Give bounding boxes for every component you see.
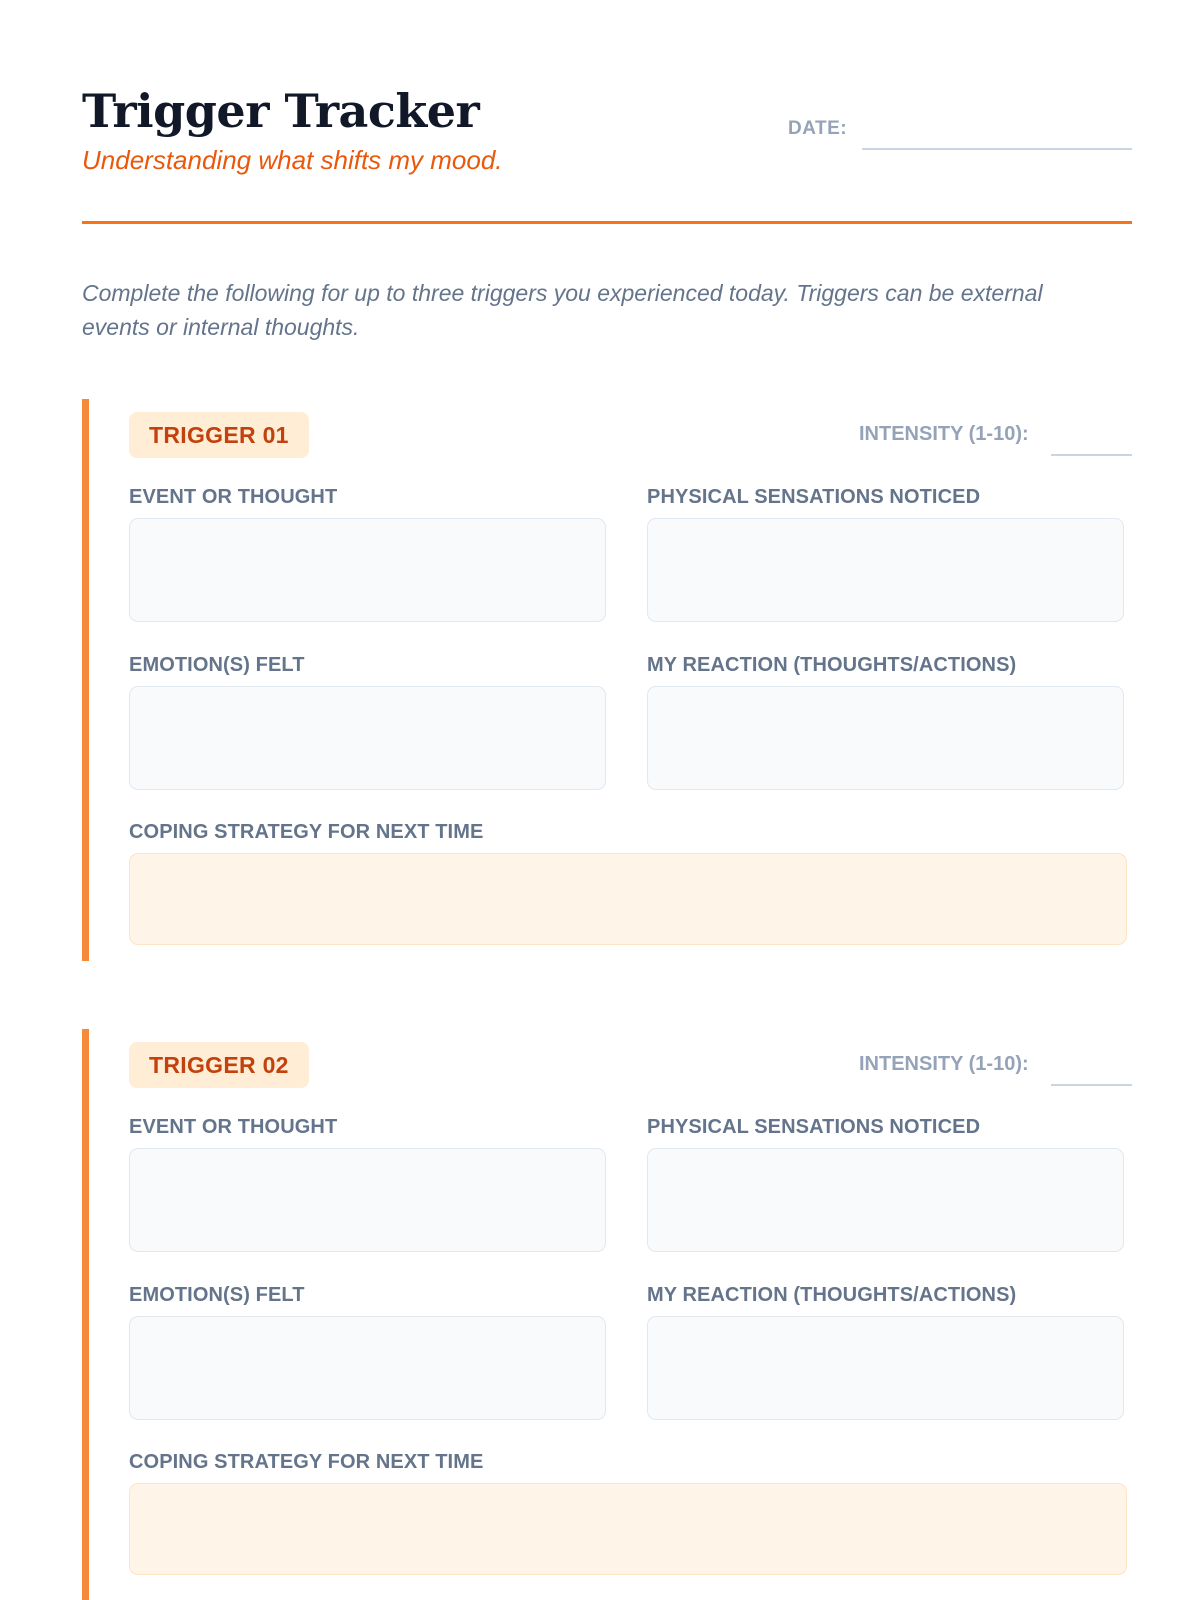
page-title: Trigger Tracker	[82, 84, 480, 138]
intensity-input-line[interactable]	[1051, 454, 1132, 456]
reaction-label: MY REACTION (THOUGHTS/ACTIONS)	[647, 1284, 1017, 1306]
coping-strategy-label: COPING STRATEGY FOR NEXT TIME	[129, 821, 484, 843]
event-input-box[interactable]	[129, 518, 606, 622]
emotions-label: EMOTION(S) FELT	[129, 1284, 305, 1306]
event-label: EVENT OR THOUGHT	[129, 1116, 338, 1138]
reaction-input-box[interactable]	[647, 1316, 1124, 1420]
date-label: DATE:	[788, 118, 848, 139]
intensity-input-line[interactable]	[1051, 1084, 1132, 1086]
trigger-badge: TRIGGER 02	[129, 1042, 309, 1088]
trigger-badge: TRIGGER 01	[129, 412, 309, 458]
header-divider	[82, 221, 1132, 224]
physical-sensations-label: PHYSICAL SENSATIONS NOTICED	[647, 486, 981, 508]
intensity-label: INTENSITY (1-10):	[859, 1053, 1029, 1075]
page-subtitle: Understanding what shifts my mood.	[82, 145, 503, 175]
physical-sensations-input-box[interactable]	[647, 518, 1124, 622]
event-label: EVENT OR THOUGHT	[129, 486, 338, 508]
trigger-section-2	[82, 1029, 1139, 1600]
page-header	[82, 80, 1132, 180]
trigger-section-1	[82, 399, 1139, 961]
coping-strategy-input-box[interactable]	[129, 853, 1127, 945]
coping-strategy-label: COPING STRATEGY FOR NEXT TIME	[129, 1451, 484, 1473]
coping-strategy-input-box[interactable]	[129, 1483, 1127, 1575]
intensity-label: INTENSITY (1-10):	[859, 423, 1029, 445]
date-input-line[interactable]	[862, 148, 1132, 150]
reaction-input-box[interactable]	[647, 686, 1124, 790]
event-input-box[interactable]	[129, 1148, 606, 1252]
physical-sensations-input-box[interactable]	[647, 1148, 1124, 1252]
emotions-input-box[interactable]	[129, 1316, 606, 1420]
emotions-input-box[interactable]	[129, 686, 606, 790]
physical-sensations-label: PHYSICAL SENSATIONS NOTICED	[647, 1116, 981, 1138]
reaction-label: MY REACTION (THOUGHTS/ACTIONS)	[647, 654, 1017, 676]
emotions-label: EMOTION(S) FELT	[129, 654, 305, 676]
instructions-text: Complete the following for up to three triggers you experienced today. Triggers can be external events or internal thoughts.	[82, 280, 1043, 340]
